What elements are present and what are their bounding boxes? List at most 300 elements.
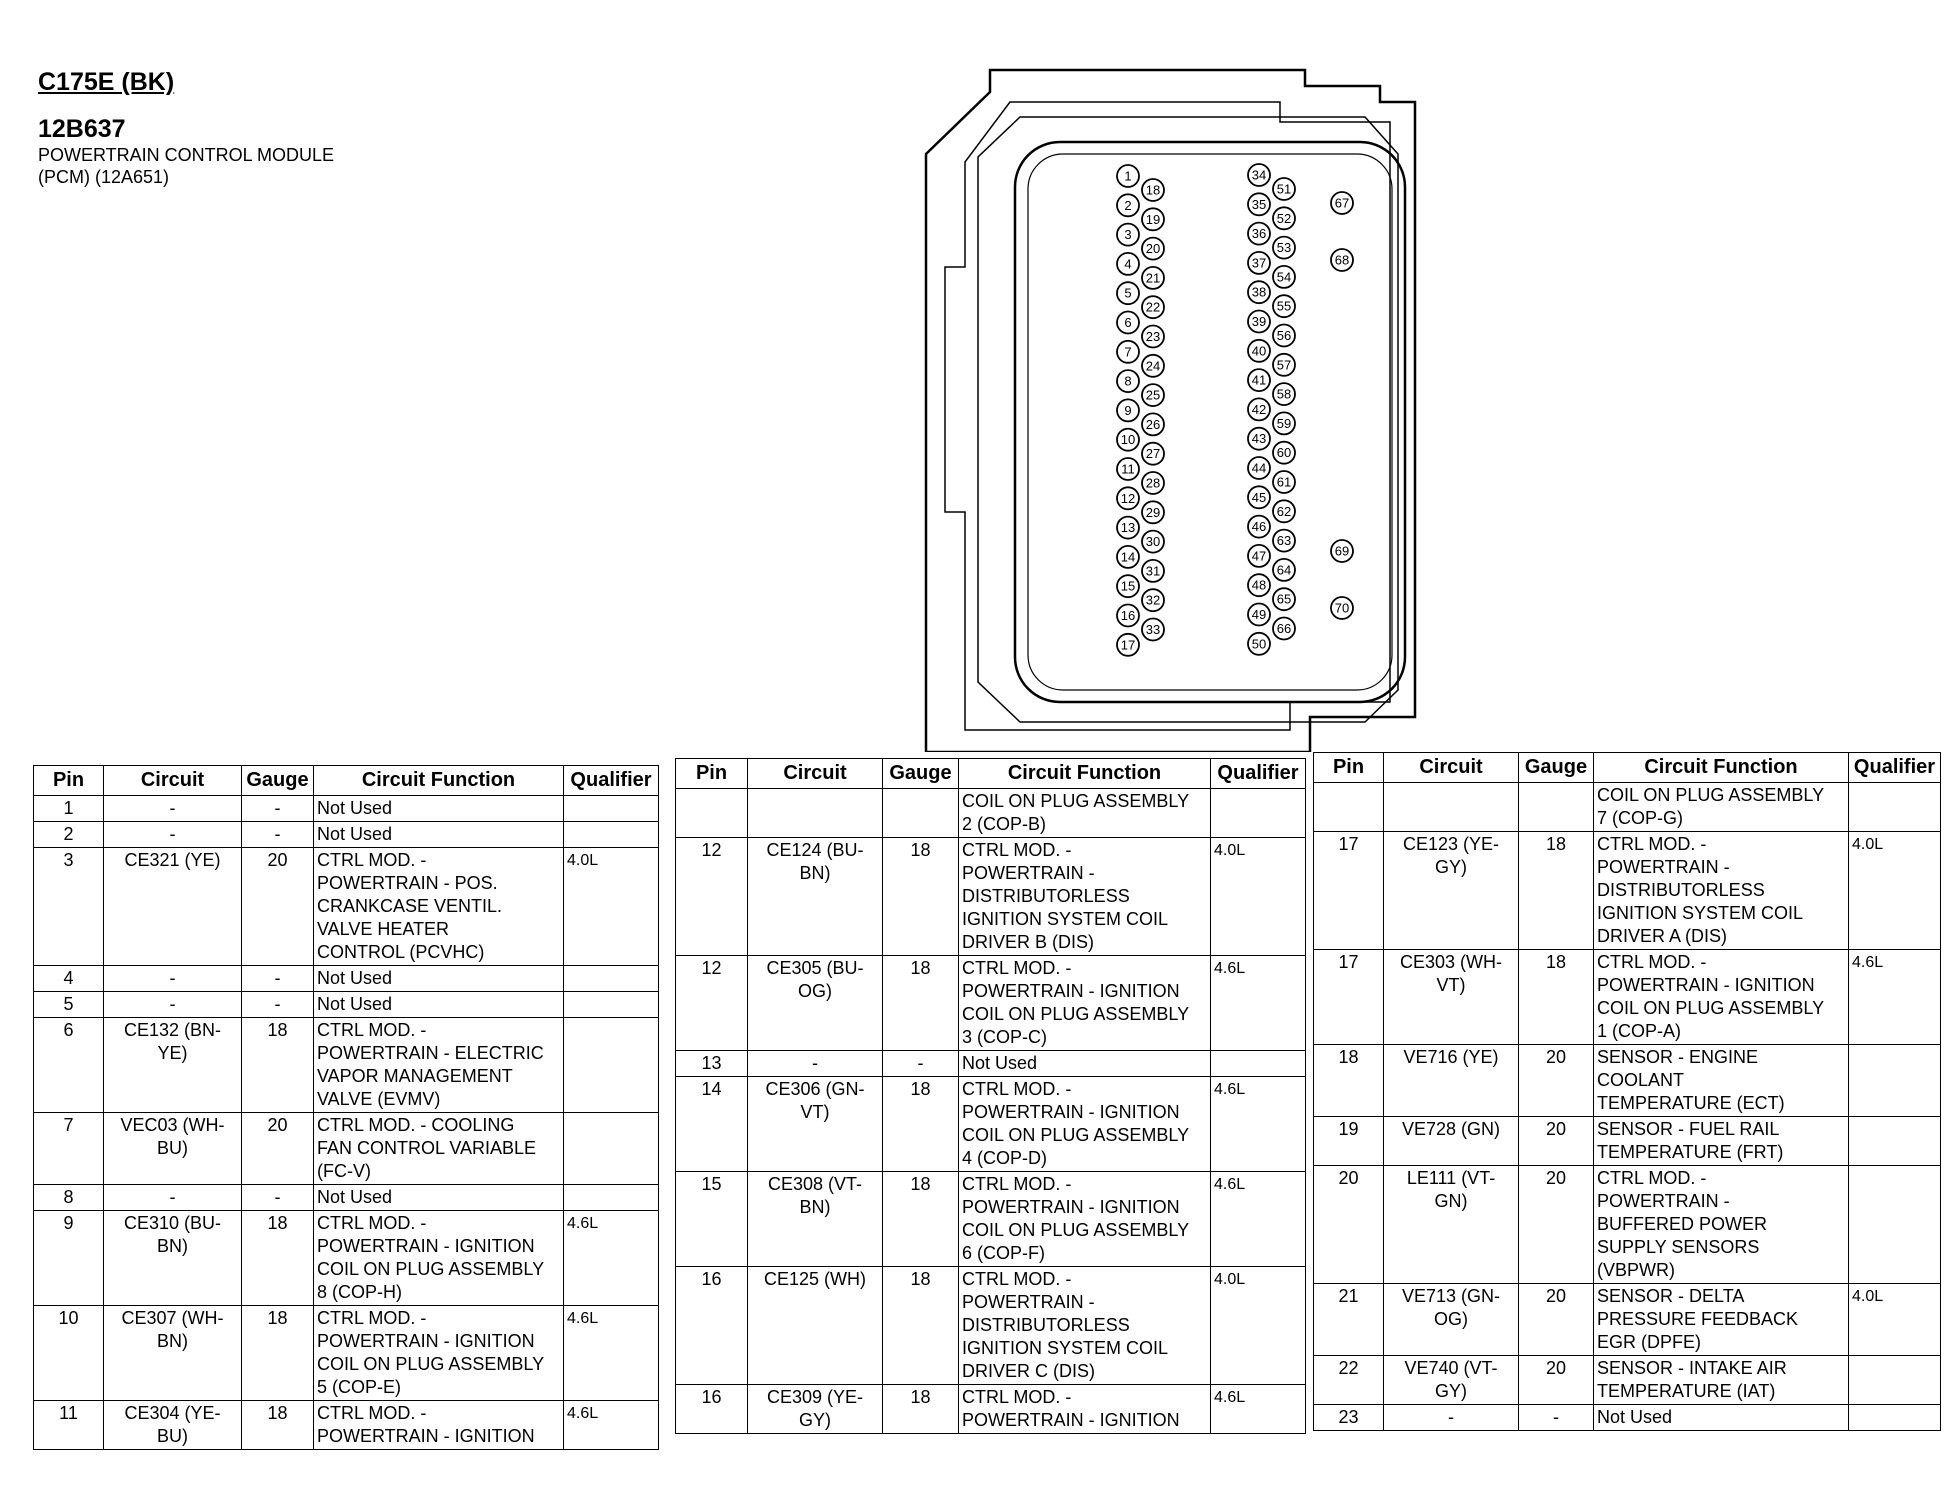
- cell-qualifier: 4.0L: [1849, 832, 1941, 950]
- table-row: [34, 1306, 659, 1401]
- cell-circuit: -: [104, 796, 242, 822]
- table-row: [676, 1172, 1306, 1267]
- pin-label: 26: [1145, 416, 1161, 432]
- pin-label: 32: [1145, 592, 1161, 608]
- pin-27: [1142, 443, 1164, 465]
- pin-label: 5: [1124, 285, 1132, 301]
- col-header-gauge: Gauge: [1519, 753, 1594, 783]
- pin-48: [1248, 574, 1270, 596]
- cell-gauge: 18: [883, 1385, 959, 1434]
- cell-circuit-function: CTRL MOD. - POWERTRAIN - DISTRIBUTORLESS IGNITION SYSTEM COIL DRIVER B (DIS): [959, 838, 1211, 956]
- table-row: [676, 1267, 1306, 1385]
- cell-circuit: VE713 (GN- OG): [1384, 1284, 1519, 1356]
- table-row: [1314, 1045, 1941, 1117]
- pin-25: [1142, 384, 1164, 406]
- pin-63: [1273, 530, 1295, 552]
- pin-label: 36: [1251, 226, 1267, 242]
- cell-circuit-function: CTRL MOD. - POWERTRAIN - IGNITION COIL ON PLUG ASSEMBLY 6 (COP-F): [959, 1172, 1211, 1267]
- cell-qualifier: 4.0L: [1211, 838, 1306, 956]
- cell-qualifier: 4.6L: [1211, 956, 1306, 1051]
- pin-label: 24: [1145, 358, 1161, 374]
- pin-7: [1117, 341, 1139, 363]
- pin-44: [1248, 457, 1270, 479]
- pin-59: [1273, 412, 1295, 434]
- cell-circuit: -: [104, 1185, 242, 1211]
- cell-gauge: 18: [242, 1401, 314, 1450]
- cell-circuit-function: Not Used: [1594, 1405, 1849, 1431]
- cell-gauge: 18: [883, 838, 959, 956]
- pin-label: 61: [1276, 474, 1292, 490]
- cell-qualifier: [1849, 1117, 1941, 1166]
- cell-gauge: -: [883, 1051, 959, 1077]
- pin-40: [1248, 340, 1270, 362]
- module-name: POWERTRAIN CONTROL MODULE: [38, 145, 335, 165]
- col-header-circuit: Circuit: [1384, 753, 1519, 783]
- pin-label: 54: [1276, 269, 1292, 285]
- cell-circuit: [748, 789, 883, 838]
- pin-label: 29: [1145, 504, 1161, 520]
- pin-69: [1331, 540, 1353, 562]
- cell-circuit-function: Not Used: [314, 992, 564, 1018]
- cell-circuit: CE308 (VT- BN): [748, 1172, 883, 1267]
- pin-label: 70: [1334, 600, 1350, 616]
- cell-pin: 23: [1314, 1405, 1384, 1431]
- table-row: [676, 838, 1306, 956]
- cell-circuit: -: [104, 822, 242, 848]
- pin-11: [1117, 458, 1139, 480]
- pin-56: [1273, 325, 1295, 347]
- cell-qualifier: [564, 822, 659, 848]
- cell-gauge: 20: [1519, 1284, 1594, 1356]
- cell-gauge: 20: [1519, 1045, 1594, 1117]
- cell-circuit: CE132 (BN- YE): [104, 1018, 242, 1113]
- cell-circuit-function: CTRL MOD. - POWERTRAIN - IGNITION: [959, 1385, 1211, 1434]
- pin-31: [1142, 560, 1164, 582]
- cell-gauge: 20: [1519, 1356, 1594, 1405]
- cell-circuit-function: CTRL MOD. - POWERTRAIN - IGNITION: [314, 1401, 564, 1450]
- pin-label: 69: [1334, 543, 1350, 559]
- cell-qualifier: 4.6L: [564, 1306, 659, 1401]
- pin-label: 46: [1251, 519, 1267, 535]
- pin-label: 37: [1251, 255, 1267, 271]
- cell-circuit-function: CTRL MOD. - POWERTRAIN - IGNITION COIL ON PLUG ASSEMBLY 3 (COP-C): [959, 956, 1211, 1051]
- pin-41: [1248, 369, 1270, 391]
- col-header-pin: Pin: [34, 766, 104, 796]
- pin-label: 35: [1251, 196, 1267, 212]
- pin-label: 56: [1276, 328, 1292, 343]
- cell-gauge: 20: [1519, 1166, 1594, 1284]
- pin-label: 65: [1276, 591, 1292, 607]
- pin-51: [1273, 178, 1295, 200]
- cell-pin: 13: [676, 1051, 748, 1077]
- cell-pin: 6: [34, 1018, 104, 1113]
- pin-label: 1: [1124, 168, 1132, 184]
- pin-34: [1248, 164, 1270, 186]
- table-row: [34, 1401, 659, 1450]
- pin-24: [1142, 355, 1164, 377]
- col-header-qualifier: Qualifier: [1849, 753, 1941, 783]
- pin-30: [1142, 531, 1164, 553]
- pin-label: 10: [1120, 432, 1136, 448]
- cell-gauge: -: [1519, 1405, 1594, 1431]
- cell-circuit: CE124 (BU- BN): [748, 838, 883, 956]
- cell-gauge: -: [242, 1185, 314, 1211]
- pin-label: 28: [1145, 475, 1161, 491]
- cell-pin: 10: [34, 1306, 104, 1401]
- pin-4: [1117, 253, 1139, 275]
- table-row: [676, 1077, 1306, 1172]
- pin-label: 13: [1120, 520, 1136, 536]
- cell-qualifier: [564, 796, 659, 822]
- cell-qualifier: 4.6L: [564, 1211, 659, 1306]
- cell-gauge: -: [242, 966, 314, 992]
- connector-id: C175E (BK): [38, 68, 175, 96]
- table-row: [34, 966, 659, 992]
- connector-drawing: [920, 62, 1440, 752]
- cell-circuit: VE740 (VT- GY): [1384, 1356, 1519, 1405]
- pin-label: 14: [1120, 549, 1136, 565]
- pin-label: 44: [1251, 460, 1267, 476]
- cell-pin: 12: [676, 956, 748, 1051]
- pin-52: [1273, 207, 1295, 229]
- table-row: [34, 822, 659, 848]
- cell-circuit: VEC03 (WH- BU): [104, 1113, 242, 1185]
- pin-label: 12: [1120, 490, 1136, 506]
- pin-label: 39: [1251, 314, 1267, 329]
- cell-pin: 20: [1314, 1166, 1384, 1284]
- col-header-circuit-function: Circuit Function: [1594, 753, 1849, 783]
- pin-46: [1248, 516, 1270, 538]
- cell-qualifier: [1849, 1045, 1941, 1117]
- pin-50: [1248, 633, 1270, 655]
- cell-circuit-function: COIL ON PLUG ASSEMBLY 7 (COP-G): [1594, 783, 1849, 832]
- cell-circuit: CE309 (YE- GY): [748, 1385, 883, 1434]
- pin-12: [1117, 487, 1139, 509]
- pin-label: 63: [1276, 533, 1292, 549]
- cell-pin: 22: [1314, 1356, 1384, 1405]
- pin-label: 11: [1121, 461, 1135, 477]
- cell-gauge: [883, 789, 959, 838]
- cell-circuit-function: CTRL MOD. - POWERTRAIN - BUFFERED POWER SUPPLY SENSORS (VBPWR): [1594, 1166, 1849, 1284]
- cell-circuit-function: CTRL MOD. - POWERTRAIN - POS. CRANKCASE VENTIL. VALVE HEATER CONTROL (PCVHC): [314, 848, 564, 966]
- pin-label: 4: [1124, 256, 1132, 272]
- pin-label: 41: [1251, 372, 1267, 388]
- pin-36: [1248, 223, 1270, 245]
- cell-circuit: -: [1384, 1405, 1519, 1431]
- cell-qualifier: [564, 966, 659, 992]
- cell-pin: 2: [34, 822, 104, 848]
- table-row: [676, 956, 1306, 1051]
- pin-15: [1117, 575, 1139, 597]
- pin-54: [1273, 266, 1295, 288]
- table-row: [676, 789, 1306, 838]
- pin-label: 45: [1251, 489, 1267, 505]
- cell-circuit-function: CTRL MOD. - COOLING FAN CONTROL VARIABLE (FC-V): [314, 1113, 564, 1185]
- table-row: [1314, 783, 1941, 832]
- cell-circuit-function: Not Used: [314, 822, 564, 848]
- table-row: [1314, 1166, 1941, 1284]
- table-row: [34, 1018, 659, 1113]
- cell-circuit: [1384, 783, 1519, 832]
- pin-33: [1142, 619, 1164, 641]
- pin-table-2: [675, 758, 1306, 1434]
- cell-circuit: CE306 (GN- VT): [748, 1077, 883, 1172]
- pin-65: [1273, 588, 1295, 610]
- pin-label: 51: [1276, 181, 1292, 197]
- cell-gauge: 18: [883, 1077, 959, 1172]
- cell-pin: 4: [34, 966, 104, 992]
- pin-label: 40: [1251, 343, 1267, 359]
- pin-label: 53: [1276, 240, 1292, 256]
- cell-gauge: 18: [1519, 950, 1594, 1045]
- cell-pin: 5: [34, 992, 104, 1018]
- pin-6: [1117, 312, 1139, 334]
- cell-circuit-function: SENSOR - DELTA PRESSURE FEEDBACK EGR (DPFE): [1594, 1284, 1849, 1356]
- pin-57: [1273, 354, 1295, 376]
- cell-qualifier: 4.6L: [1849, 950, 1941, 1045]
- col-header-pin: Pin: [1314, 753, 1384, 783]
- cell-pin: 1: [34, 796, 104, 822]
- cell-qualifier: [564, 1018, 659, 1113]
- cell-circuit-function: SENSOR - ENGINE COOLANT TEMPERATURE (ECT): [1594, 1045, 1849, 1117]
- pin-label: 62: [1276, 503, 1292, 519]
- pin-label: 38: [1251, 284, 1267, 300]
- cell-circuit-function: Not Used: [314, 796, 564, 822]
- table-row: [1314, 1284, 1941, 1356]
- part-number: 12B637: [38, 115, 126, 143]
- cell-circuit-function: SENSOR - FUEL RAIL TEMPERATURE (FRT): [1594, 1117, 1849, 1166]
- cell-pin: 17: [1314, 832, 1384, 950]
- pin-label: 49: [1251, 607, 1267, 622]
- col-header-pin: Pin: [676, 759, 748, 789]
- table-body: [34, 796, 659, 1450]
- pin-label: 15: [1120, 578, 1136, 594]
- pin-label: 6: [1124, 315, 1132, 330]
- pin-label: 66: [1276, 621, 1292, 636]
- cell-qualifier: 4.6L: [564, 1401, 659, 1450]
- pin-22: [1142, 296, 1164, 318]
- pin-label: 17: [1120, 637, 1136, 653]
- pin-43: [1248, 428, 1270, 450]
- cell-circuit: CE123 (YE- GY): [1384, 832, 1519, 950]
- pin-label: 21: [1145, 270, 1161, 286]
- cell-pin: 16: [676, 1385, 748, 1434]
- pin-label: 23: [1145, 329, 1161, 344]
- cell-circuit-function: CTRL MOD. - POWERTRAIN - IGNITION COIL ON PLUG ASSEMBLY 4 (COP-D): [959, 1077, 1211, 1172]
- cell-gauge: 18: [1519, 832, 1594, 950]
- cell-circuit: LE111 (VT- GN): [1384, 1166, 1519, 1284]
- pin-58: [1273, 383, 1295, 405]
- cell-qualifier: [1849, 1166, 1941, 1284]
- document-header: [38, 68, 334, 188]
- cell-qualifier: 4.6L: [1211, 1077, 1306, 1172]
- cell-circuit-function: CTRL MOD. - POWERTRAIN - DISTRIBUTORLESS IGNITION SYSTEM COIL DRIVER A (DIS): [1594, 832, 1849, 950]
- pin-label: 33: [1145, 622, 1161, 637]
- cell-gauge: [1519, 783, 1594, 832]
- cell-gauge: 20: [1519, 1117, 1594, 1166]
- table-row: [34, 796, 659, 822]
- cell-circuit-function: SENSOR - INTAKE AIR TEMPERATURE (IAT): [1594, 1356, 1849, 1405]
- cell-qualifier: 4.6L: [1211, 1172, 1306, 1267]
- pin-3: [1117, 224, 1139, 246]
- pin-8: [1117, 370, 1139, 392]
- cell-pin: 19: [1314, 1117, 1384, 1166]
- cell-gauge: 18: [883, 956, 959, 1051]
- pin-70: [1331, 597, 1353, 619]
- cell-pin: 14: [676, 1077, 748, 1172]
- pin-5: [1117, 282, 1139, 304]
- cell-pin: 8: [34, 1185, 104, 1211]
- pin-label: 34: [1251, 167, 1267, 183]
- pin-35: [1248, 193, 1270, 215]
- pin-53: [1273, 237, 1295, 259]
- table-header-row: [1314, 753, 1941, 783]
- pin-label: 55: [1276, 298, 1292, 314]
- cell-circuit: -: [104, 992, 242, 1018]
- pin-19: [1142, 208, 1164, 230]
- cell-pin: 3: [34, 848, 104, 966]
- pin-label: 64: [1276, 562, 1292, 578]
- table-row: [34, 1113, 659, 1185]
- table-row: [676, 1385, 1306, 1434]
- pin-26: [1142, 413, 1164, 435]
- pin-66: [1273, 618, 1295, 640]
- pin-20: [1142, 238, 1164, 260]
- pin-label: 31: [1145, 563, 1161, 579]
- pin-60: [1273, 442, 1295, 464]
- pin-45: [1248, 486, 1270, 508]
- cell-circuit-function: COIL ON PLUG ASSEMBLY 2 (COP-B): [959, 789, 1211, 838]
- pin-table-1: [33, 765, 659, 1450]
- table-row: [34, 848, 659, 966]
- pin-label: 3: [1124, 227, 1132, 243]
- pin-label: 19: [1145, 211, 1161, 227]
- pin-label: 68: [1334, 252, 1350, 268]
- cell-circuit: CE305 (BU- OG): [748, 956, 883, 1051]
- cell-pin: 17: [1314, 950, 1384, 1045]
- pin-62: [1273, 500, 1295, 522]
- connector-inner-wall: [945, 102, 1398, 730]
- pin-label: 59: [1276, 415, 1292, 431]
- cell-pin: [1314, 783, 1384, 832]
- module-code: (PCM) (12A651): [38, 167, 170, 187]
- cell-pin: 21: [1314, 1284, 1384, 1356]
- cell-circuit-function: CTRL MOD. - POWERTRAIN - DISTRIBUTORLESS IGNITION SYSTEM COIL DRIVER C (DIS): [959, 1267, 1211, 1385]
- pin-17: [1117, 634, 1139, 656]
- cell-qualifier: 4.0L: [1211, 1267, 1306, 1385]
- cell-circuit: CE307 (WH- BN): [104, 1306, 242, 1401]
- cell-qualifier: [1849, 1405, 1941, 1431]
- cell-circuit: CE321 (YE): [104, 848, 242, 966]
- cell-pin: 18: [1314, 1045, 1384, 1117]
- pin-label: 47: [1251, 548, 1267, 564]
- table-row: [34, 992, 659, 1018]
- cell-circuit-function: CTRL MOD. - POWERTRAIN - IGNITION COIL ON PLUG ASSEMBLY 1 (COP-A): [1594, 950, 1849, 1045]
- pin-label: 30: [1145, 534, 1161, 550]
- pin-38: [1248, 281, 1270, 303]
- cell-qualifier: [1849, 783, 1941, 832]
- pin-label: 42: [1251, 401, 1267, 417]
- pin-37: [1248, 252, 1270, 274]
- connector-housing-outline: [926, 70, 1415, 752]
- cell-gauge: 18: [242, 1018, 314, 1113]
- pin-61: [1273, 471, 1295, 493]
- pin-label: 25: [1145, 387, 1161, 403]
- table-row: [34, 1185, 659, 1211]
- pin-39: [1248, 311, 1270, 333]
- pin-55: [1273, 295, 1295, 317]
- cell-gauge: 20: [242, 1113, 314, 1185]
- pin-21: [1142, 267, 1164, 289]
- pin-16: [1117, 605, 1139, 627]
- table-header-row: [676, 759, 1306, 789]
- connector-face-diagram: [920, 62, 1440, 752]
- cell-circuit: VE728 (GN): [1384, 1117, 1519, 1166]
- cell-qualifier: [1849, 1356, 1941, 1405]
- cell-qualifier: [564, 992, 659, 1018]
- cell-circuit-function: Not Used: [959, 1051, 1211, 1077]
- cell-gauge: -: [242, 796, 314, 822]
- pin-1: [1117, 165, 1139, 187]
- cell-pin: 12: [676, 838, 748, 956]
- col-header-circuit-function: Circuit Function: [959, 759, 1211, 789]
- pin-label: 16: [1120, 608, 1136, 623]
- table-row: [1314, 1356, 1941, 1405]
- table-header-row: [34, 766, 659, 796]
- pin-49: [1248, 604, 1270, 626]
- pin-label: 22: [1145, 299, 1161, 315]
- pin-label: 67: [1334, 195, 1350, 211]
- cell-qualifier: [564, 1113, 659, 1185]
- col-header-qualifier: Qualifier: [564, 766, 659, 796]
- table-row: [34, 1211, 659, 1306]
- pin-label: 57: [1276, 357, 1292, 373]
- cell-pin: 7: [34, 1113, 104, 1185]
- pin-14: [1117, 546, 1139, 568]
- pin-label: 2: [1124, 197, 1132, 213]
- cell-gauge: 18: [242, 1306, 314, 1401]
- pin-28: [1142, 472, 1164, 494]
- cell-gauge: -: [242, 992, 314, 1018]
- col-header-gauge: Gauge: [242, 766, 314, 796]
- cell-pin: 9: [34, 1211, 104, 1306]
- pin-label: 50: [1251, 636, 1267, 652]
- col-header-gauge: Gauge: [883, 759, 959, 789]
- cell-qualifier: [1211, 1051, 1306, 1077]
- pin-label: 8: [1124, 373, 1132, 389]
- pin-label: 27: [1145, 446, 1161, 462]
- pin-label: 52: [1276, 210, 1292, 226]
- col-header-circuit: Circuit: [104, 766, 242, 796]
- table-row: [1314, 1117, 1941, 1166]
- cell-circuit: VE716 (YE): [1384, 1045, 1519, 1117]
- cell-gauge: 20: [242, 848, 314, 966]
- cell-circuit-function: Not Used: [314, 966, 564, 992]
- pin-label: 20: [1145, 241, 1161, 257]
- table-row: [1314, 950, 1941, 1045]
- pin-2: [1117, 194, 1139, 216]
- cell-circuit: CE310 (BU- BN): [104, 1211, 242, 1306]
- cell-circuit: -: [748, 1051, 883, 1077]
- cell-circuit: CE303 (WH- VT): [1384, 950, 1519, 1045]
- pin-label: 58: [1276, 386, 1292, 402]
- cell-gauge: -: [242, 822, 314, 848]
- pin-9: [1117, 399, 1139, 421]
- pin-32: [1142, 589, 1164, 611]
- col-header-circuit: Circuit: [748, 759, 883, 789]
- pin-table-3: [1313, 752, 1941, 1431]
- cell-gauge: 18: [883, 1172, 959, 1267]
